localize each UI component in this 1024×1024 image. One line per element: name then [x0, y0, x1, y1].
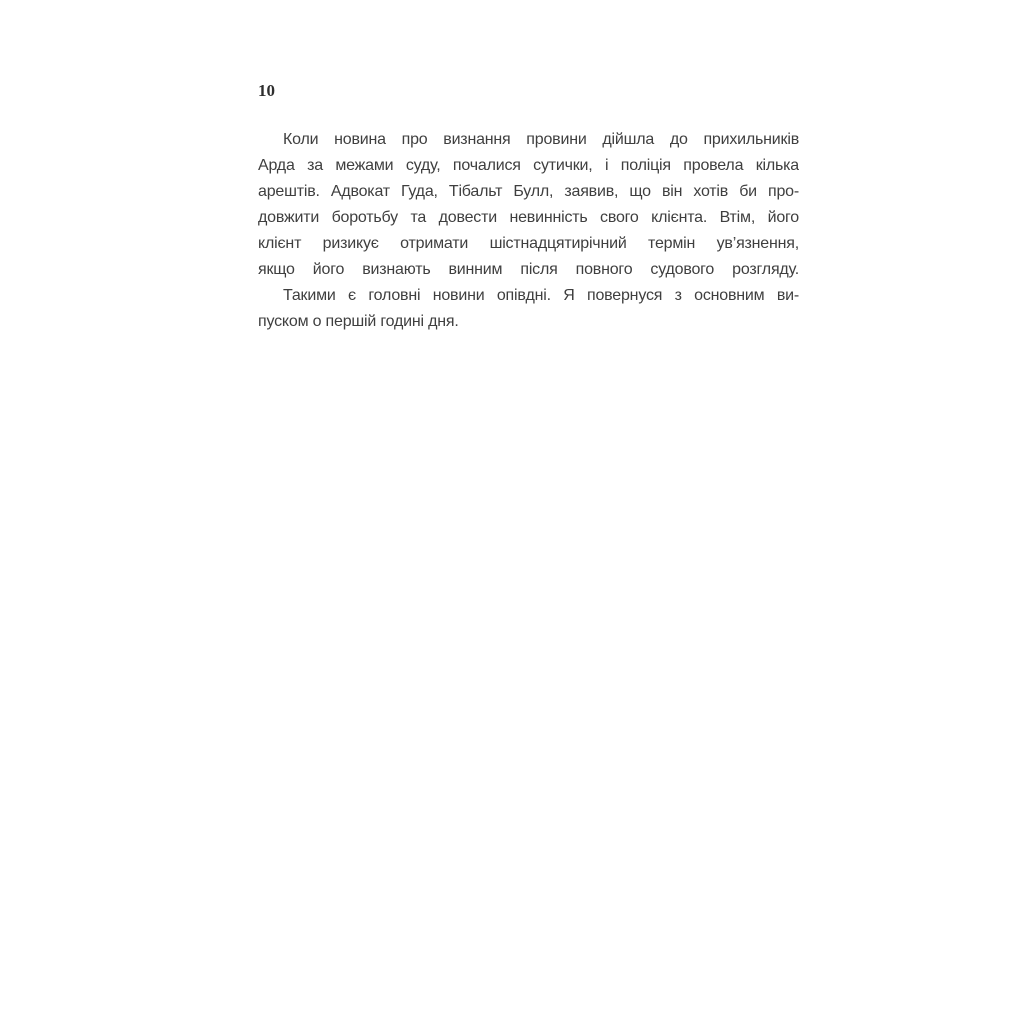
page-number: 10: [258, 81, 275, 100]
text-line: арештів. Адвокат Гуда, Тібальт Булл, заявив, що він хотів би про-: [258, 183, 799, 200]
text-line: якщо його визнають винним після повного судового розгляду.: [258, 261, 799, 278]
text-line: Коли новина про визнання провини дійшла до прихильників: [283, 131, 799, 148]
paragraph: [258, 283, 799, 335]
text-line: пуском о першій годині дня.: [258, 313, 459, 330]
paragraph: [258, 127, 799, 283]
text-line: клієнт ризикує отримати шістнадцятирічний термін ув’язнення,: [258, 235, 799, 252]
text-line: Такими є головні новини опівдні. Я повернуся з основним ви-: [283, 287, 799, 304]
body-text: [258, 127, 799, 335]
text-line: Арда за межами суду, почалися сутички, і поліція провела кілька: [258, 157, 799, 174]
text-line: довжити боротьбу та довести невинність свого клієнта. Втім, його: [258, 209, 799, 226]
